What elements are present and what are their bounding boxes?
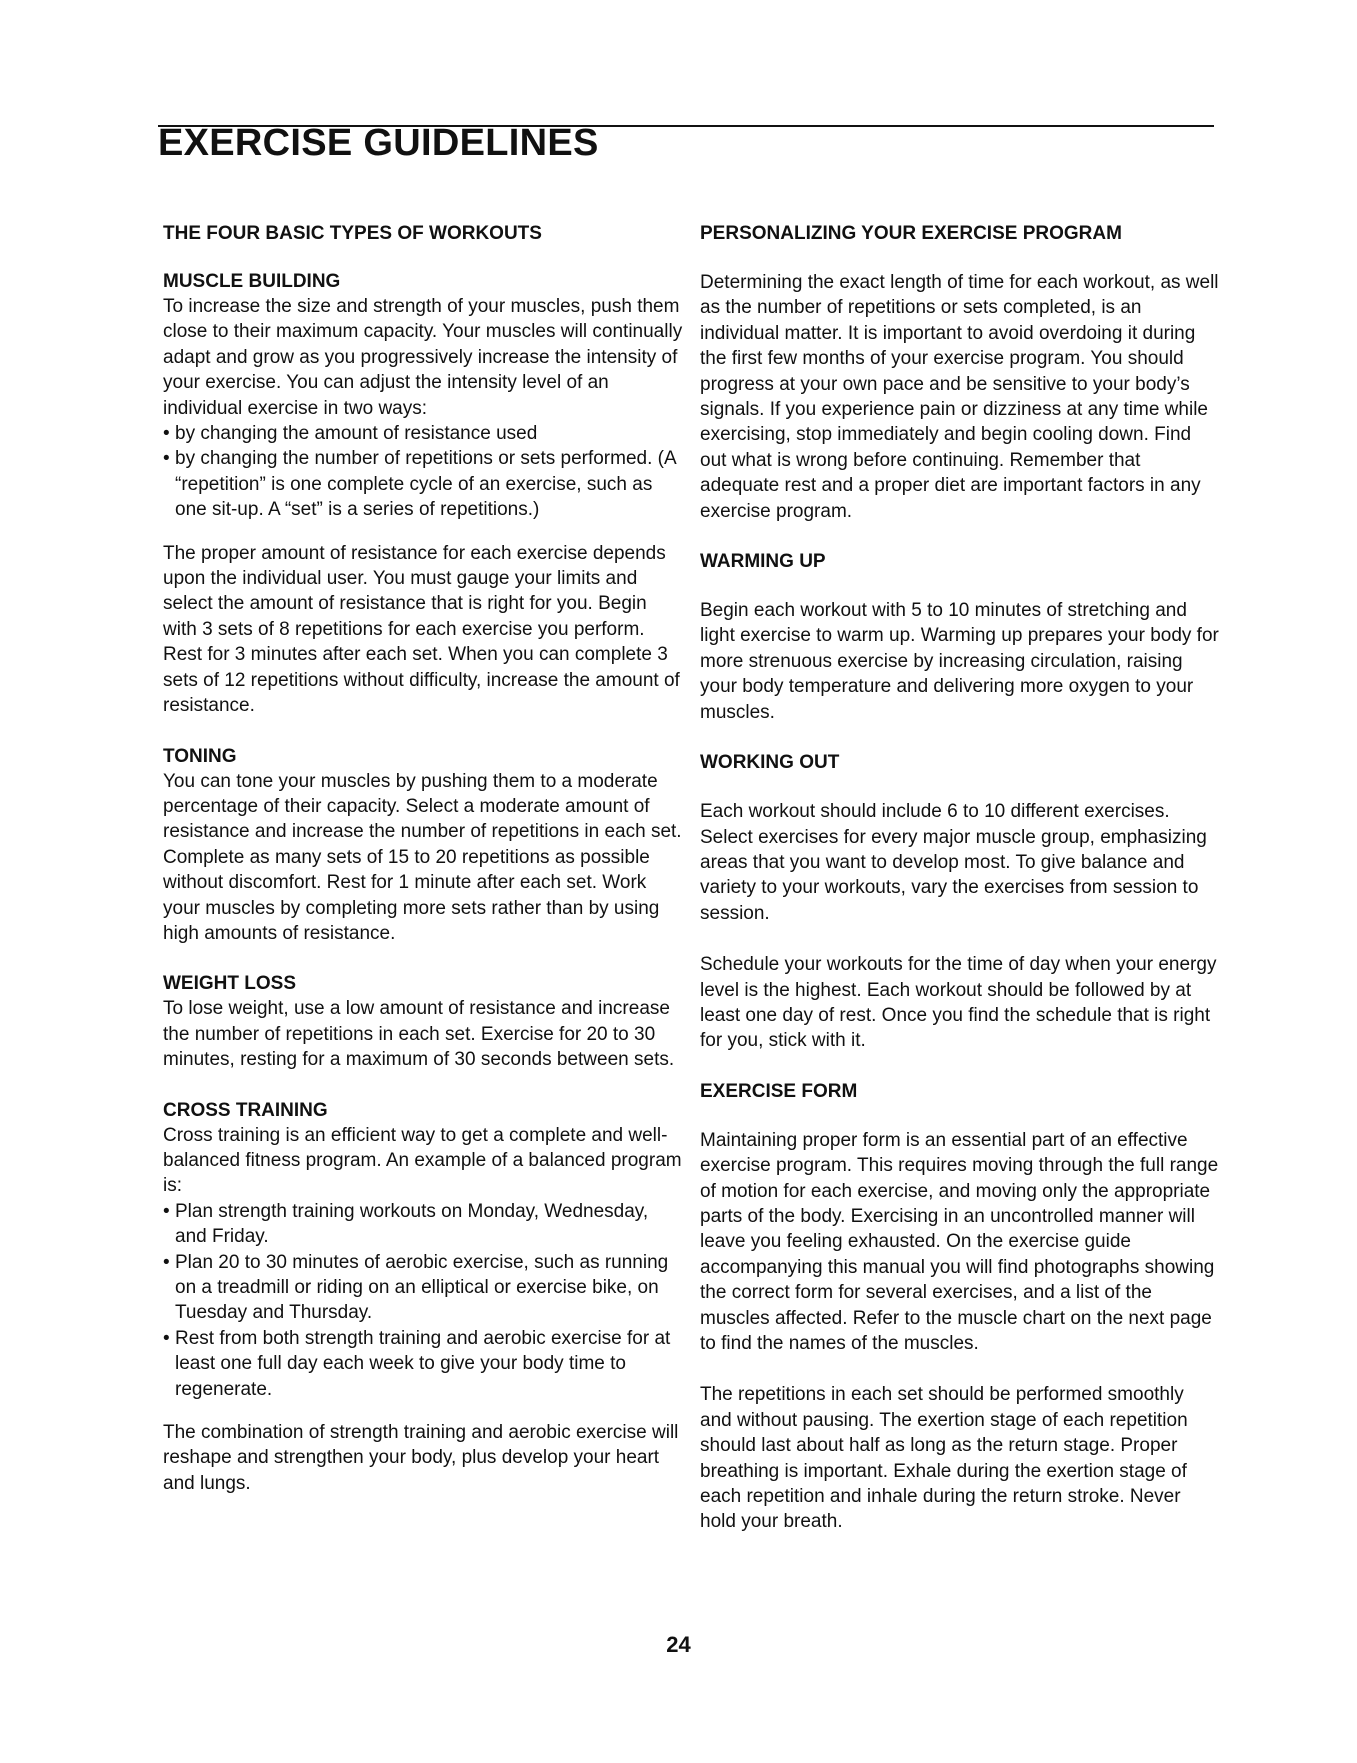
working-out-body-1: Each workout should include 6 to 10 different exercises. Select exercises for every major muscle group, emphasizing areas that you want to develop most. To give balance and variety to your workouts, vary the exercises from session to session. [700,801,1207,924]
heading-toning: TONING [163,745,237,767]
left-column [163,222,683,1496]
warming-up-body: Begin each workout with 5 to 10 minutes of stretching and light exercise to warm up. Warming up prepares your body for more strenuous exercise by increasing circulation, raising your body temperature and delivering more oxygen to your muscles. [700,600,1219,723]
cross-training-bullets [163,1199,683,1402]
cross-training-body: The combination of strength training and aerobic exercise will reshape and strengthen your body, plus develop your heart and lungs. [163,1422,679,1494]
list-item: • Rest from both strength training and aerobic exercise for at least one full day each week to give your body time to regenerate. [163,1326,683,1402]
heading-weight-loss: WEIGHT LOSS [163,973,296,995]
muscle-building-bullets [163,421,683,523]
heading-warming-up: WARMING UP [700,551,826,573]
list-item: • Plan 20 to 30 minutes of aerobic exercise, such as running on a treadmill or riding on an elliptical or exercise bike, on Tuesday and Thursday. [163,1250,683,1326]
personalizing-body: Determining the exact length of time for each workout, as well as the number of repetitions or sets completed, is an individual matter. It is important to avoid overdoing it during the first few months of your exercise program. You should progress at your own pace and be sensitive to your body’s signals. If you experience pain or dizziness at any time while exercising, stop immediately and begin cooling down. Find out what is wrong before continuing. Remember that adequate rest and a proper diet are important factors in any exercise program. [700,272,1219,522]
heading-muscle-building: MUSCLE BUILDING [163,271,341,292]
list-item: • by changing the amount of resistance used [163,421,683,446]
toning-body: You can tone your muscles by pushing them to a moderate percentage of their capacity. Select a moderate amount of resistance and increase the number of repetitions in each set. Complete as many sets of 15 to 20 repetitions as possible without discomfort. Rest for 1 minute after each set. Work your muscles by completing more sets rather than by using high amounts of resistance. [163,770,682,944]
working-out-body-2: Schedule your workouts for the time of day when your energy level is the highest. Each workout should be followed by at least one day of rest. Once you find the schedule that is right for you, stick with it. [700,954,1217,1052]
muscle-building-body: The proper amount of resistance for each exercise depends upon the individual user. You must gauge your limits and select the amount of resistance that is right for you. Begin with 3 sets of 8 repetitions for each exercise you perform. Rest for 3 minutes after each set. When you can complete 3 sets of 12 repetitions without difficulty, increase the amount of resistance. [163,542,680,717]
heading-working-out: WORKING OUT [700,752,840,774]
list-item: • Plan strength training workouts on Monday, Wednesday, and Friday. [163,1199,683,1250]
exercise-form-body-2: The repetitions in each set should be performed smoothly and without pausing. The exertion stage of each repetition should last about half as long as the return stage. Proper breathing is important. Exhale during the exertion stage of each repetition and inhale during the return stroke. Never hold your breath. [700,1384,1188,1533]
page-number: 24 [666,1632,691,1657]
heading-personalizing: PERSONALIZING YOUR EXERCISE PROGRAM [700,223,1122,244]
page-title: EXERCISE GUIDELINES [158,122,599,164]
exercise-form-body-1: Maintaining proper form is an essential part of an effective exercise program. This requires moving through the full range of motion for each exercise, and moving only the appropriate parts of the body. Exercising in an uncontrolled manner will leave you feeling exhausted. On the exercise guide accompanying this manual you will find photographs showing the correct form for several exercises, and a list of the muscles affected. Refer to the muscle chart on the next page to find the names of the muscles. [700,1129,1219,1354]
cross-training-intro: Cross training is an efficient way to get a complete and well-balanced fitness program. An example of a balanced program is: [163,1124,682,1197]
weight-loss-body: To lose weight, use a low amount of resistance and increase the number of repetitions in each set. Exercise for 20 to 30 minutes, resting for a maximum of 30 seconds between sets. [163,998,675,1071]
list-item: • by changing the number of repetitions or sets performed. (A “repetition” is one complete cycle of an exercise, such as one sit-up. A “set” is a series of repetitions.) [163,446,683,522]
heading-exercise-form: EXERCISE FORM [700,1080,858,1102]
right-column [700,222,1220,1535]
muscle-building-intro: To increase the size and strength of your muscles, push them close to their maximum capacity. Your muscles will continually adapt and grow as you progressively increase the intensity of your exercise. You can adjust the intensity level of an individual exercise in two ways: [163,296,683,419]
section-heading-four-types: THE FOUR BASIC TYPES OF WORKOUTS [163,223,542,244]
heading-cross-training: CROSS TRAINING [163,1099,328,1121]
